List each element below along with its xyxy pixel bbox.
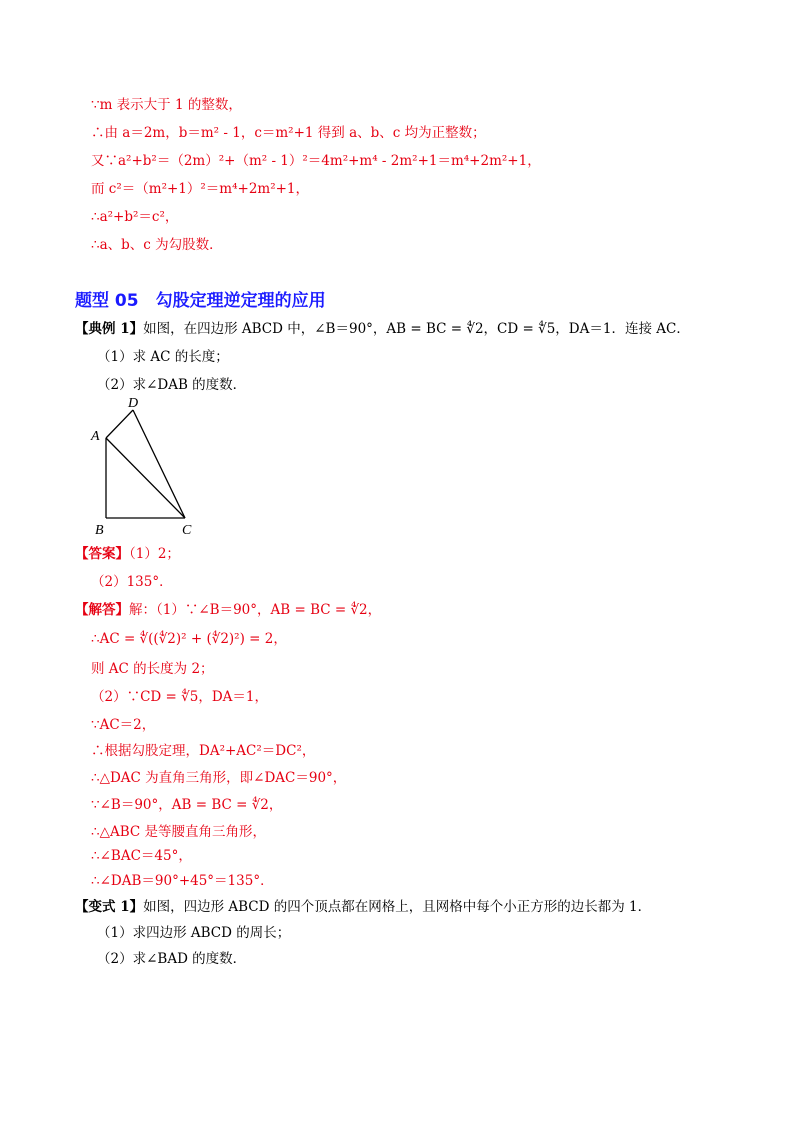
variant1-statement [75,898,651,916]
solution-line-9: ∴△ABC 是等腰直角三角形， [91,824,267,840]
proof-line-6: ∴a、b、c 为勾股数． [91,237,223,253]
example1-question-2: （2）求∠DAB 的度数． [97,377,247,393]
solution-line-3: 则 AC 的长度为 2； [91,661,214,677]
solution-line-6: ∴根据勾股定理，DA²+AC²＝DC²， [91,743,316,759]
vertex-label-A: A [91,429,100,444]
answer-line-2: （2）135°． [91,574,173,590]
solution-line-11: ∴∠DAB＝90°+45°＝135°． [91,873,274,889]
solution-line-4: （2）∵CD = ∜5，DA＝1， [91,689,268,705]
solution-line-1 [75,601,381,619]
variant1-question-1: （1）求四边形 ABCD 的周长； [97,925,291,941]
proof-line-5: ∴a²+b²＝c²， [91,209,179,225]
solution-line-7: ∴△DAC 为直角三角形，即∠DAC＝90°， [91,770,347,786]
segment-DC [133,410,185,518]
answer-label: 【答案】 [75,546,129,562]
example1-question-1: （1）求 AC 的长度； [97,349,229,365]
example1-label: 【典例 1】 [75,321,144,337]
segment-AC [106,438,185,518]
vertex-label-B: B [95,523,104,538]
proof-line-4: 而 c²＝（m²+1）²＝m⁴+2m²+1， [91,181,310,197]
answer-part-1: （1）2； [129,546,180,562]
section-heading: 题型 05 勾股定理逆定理的应用 [75,291,326,311]
solution-label: 【解答】 [75,602,129,618]
proof-line-3: 又∵a²+b²＝（2m）²+（m² - 1）²＝4m²+m⁴ - 2m²+1＝m⁴+2m²+1， [91,153,541,169]
quadrilateral-figure [88,394,208,539]
variant1-text: 如图，四边形 ABCD 的四个顶点都在网格上，且网格中每个小正方形的边长都为 1． [143,899,652,915]
solution-line-8: ∵∠B＝90°，AB = BC = ∜2， [91,797,283,813]
proof-line-2: ∴由 a＝2m，b＝m² - 1，c＝m²+1 得到 a、b、c 均为正整数； [91,125,486,141]
answer-line-1 [75,545,180,563]
proof-line-1: ∵m 表示大于 1 的整数， [91,97,242,113]
vertex-label-D: D [128,396,139,411]
vertex-label-C: C [182,523,192,538]
solution-text-1: 解：（1）∵∠B＝90°，AB = BC = ∜2， [129,602,382,618]
example1-text: 如图，在四边形 ABCD 中，∠B＝90°，AB = BC = ∜2，CD = ∜5，DA＝1．连接 AC． [143,321,690,337]
variant1-label: 【变式 1】 [75,899,144,915]
solution-line-2: ∴AC = ∜((∜2)² + (∜2)²) = 2， [91,631,287,647]
example1-statement [75,320,690,338]
variant1-question-2: （2）求∠BAD 的度数． [97,951,247,967]
solution-line-5: ∵AC＝2， [91,717,156,733]
segment-AD [106,410,133,438]
solution-line-10: ∴∠BAC＝45°， [91,848,192,864]
